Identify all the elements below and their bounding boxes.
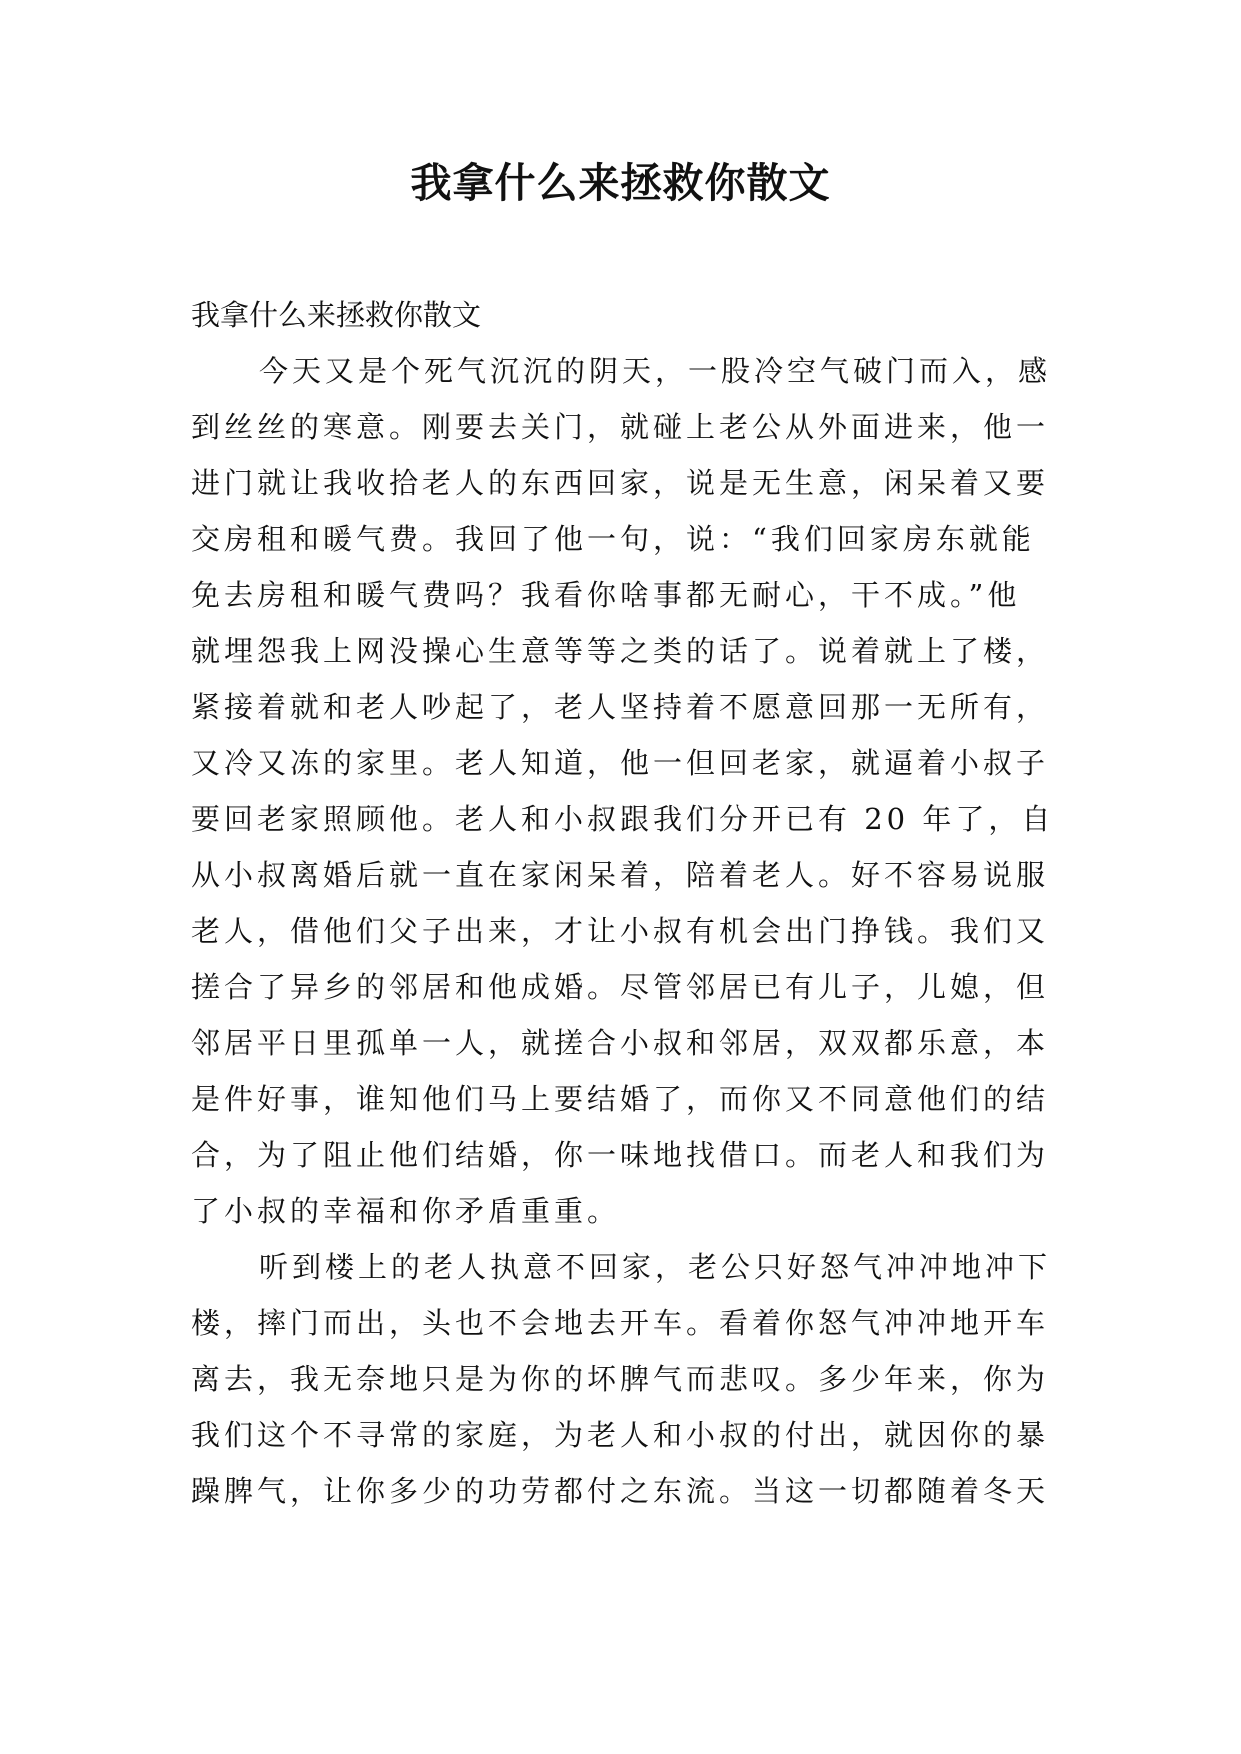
document-subtitle: 我拿什么来拯救你散文 <box>191 298 482 332</box>
paragraph-line: 紧接着就和老人吵起了，老人坚持着不愿意回那一无所有， <box>191 690 1050 724</box>
paragraph-line: 离去，我无奈地只是为你的坏脾气而悲叹。多少年来，你为 <box>191 1362 1050 1396</box>
paragraph-line: 免去房租和暖气费吗？我看你啥事都无耐心，干不成。”他 <box>191 578 1021 612</box>
paragraph-line: 进门就让我收拾老人的东西回家，说是无生意，闲呆着又要 <box>191 466 1050 500</box>
paragraph-line: 是件好事，谁知他们马上要结婚了，而你又不同意他们的结 <box>191 1082 1050 1116</box>
paragraph-line: 交房租和暖气费。我回了他一句，说：“我们回家房东就能 <box>191 522 1035 556</box>
paragraph-line: 听到楼上的老人执意不回家，老公只好怒气冲冲地冲下 <box>259 1250 1052 1284</box>
paragraph-line: 邻居平日里孤单一人，就搓合小叔和邻居，双双都乐意，本 <box>191 1026 1050 1060</box>
paragraph-line: 从小叔离婚后就一直在家闲呆着，陪着老人。好不容易说服 <box>191 858 1050 892</box>
paragraph-line: 又冷又冻的家里。老人知道，他一但回老家，就逼着小叔子 <box>191 746 1050 780</box>
paragraph-line: 到丝丝的寒意。刚要去关门，就碰上老公从外面进来，他一 <box>191 410 1050 444</box>
document-title: 我拿什么来拯救你散文 <box>410 159 831 207</box>
document-body <box>191 287 1061 1519</box>
paragraph-line: 了小叔的幸福和你矛盾重重。 <box>191 1194 621 1228</box>
paragraph-line: 楼，摔门而出，头也不会地去开车。看着你怒气冲冲地开车 <box>191 1306 1050 1340</box>
paragraph-line: 搓合了异乡的邻居和他成婚。尽管邻居已有儿子，儿媳，但 <box>191 970 1050 1004</box>
paragraph-line: 要回老家照顾他。老人和小叔跟我们分开已有 20 年了，自 <box>191 802 1055 836</box>
paragraph-line: 合，为了阻止他们结婚，你一味地找借口。而老人和我们为 <box>191 1138 1050 1172</box>
paragraph-line: 今天又是个死气沉沉的阴天，一股冷空气破门而入，感 <box>259 354 1052 388</box>
paragraph-line: 躁脾气，让你多少的功劳都付之东流。当这一切都随着冬天 <box>191 1474 1050 1508</box>
paragraph-line: 老人，借他们父子出来，才让小叔有机会出门挣钱。我们又 <box>191 914 1050 948</box>
paragraph-line: 我们这个不寻常的家庭，为老人和小叔的付出，就因你的暴 <box>191 1418 1050 1452</box>
paragraph-line: 就埋怨我上网没操心生意等等之类的话了。说着就上了楼， <box>191 634 1050 668</box>
